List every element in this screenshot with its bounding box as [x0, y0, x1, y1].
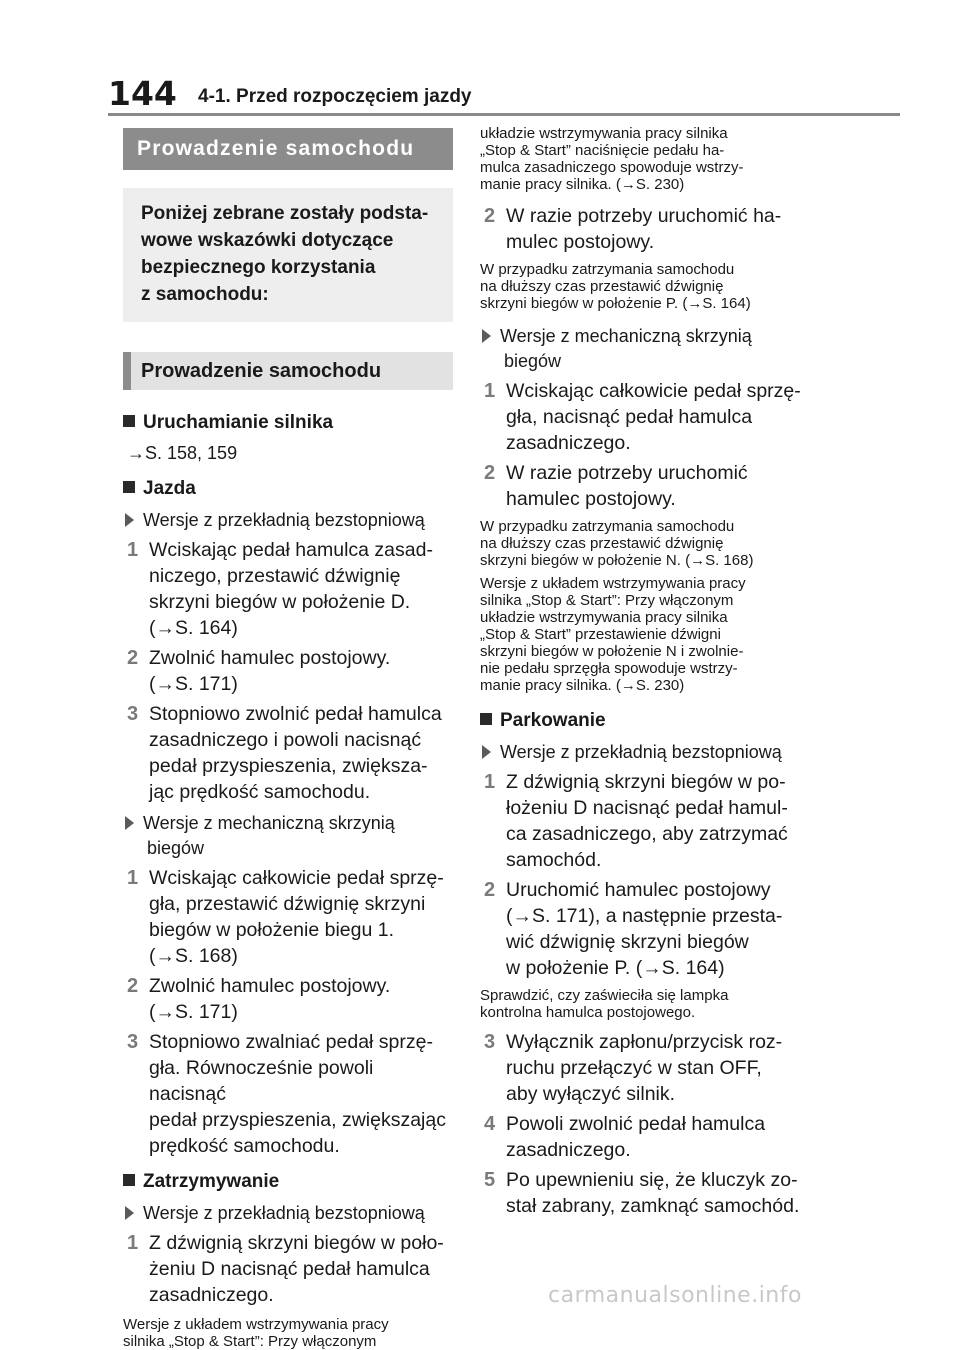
step-number: 3	[127, 1031, 139, 1053]
step-item: 2 W razie potrzeby uruchomić ha- mulec postojowy.	[484, 205, 782, 253]
section-banner: Prowadzenie samochodu	[123, 128, 453, 170]
chapter-title: 4-1. Przed rozpoczęciem jazdy	[198, 86, 472, 107]
step-text: Zwolnić hamulec postojowy. (→S. 171)	[149, 975, 391, 1023]
parking-steps	[480, 769, 810, 981]
step-number: 2	[127, 975, 139, 997]
intro-box: Poniżej zebrane zostały podsta- wowe wskazówki dotyczące bezpiecznego korzystania z samochodu:	[123, 188, 453, 322]
step-item	[480, 1111, 810, 1163]
step-text: W razie potrzeby uruchomić hamulec postojowy.	[506, 462, 748, 510]
subheading: Prowadzenie samochodu	[123, 352, 453, 390]
step-text: Uruchomić hamulec postojowy (→S. 171), a następnie przesta- wić dźwignię skrzyni biegów w położenie P. (→S. 164)	[506, 879, 783, 979]
step-number: 1	[484, 771, 496, 793]
driving-mt-steps	[123, 865, 453, 1159]
step-number: 1	[127, 539, 139, 561]
square-bullet-icon	[123, 481, 135, 493]
step-item: 1 Z dźwignią skrzyni biegów w poło- żeniu D nacisnąć pedał hamulca zasadniczego.	[127, 1232, 444, 1306]
step-text: Wyłącznik zapłonu/przycisk roz- ruchu przełączyć w stan OFF, aby wyłączyć silnik.	[506, 1031, 783, 1105]
section-title-stopping: Zatrzymywanie	[123, 1169, 453, 1195]
step-number: 3	[127, 703, 139, 725]
step-item	[480, 378, 810, 456]
step-item	[123, 1029, 453, 1159]
triangle-bullet-icon	[125, 816, 134, 830]
variant-label-cvt: Wersje z przekładnią bezstopniową	[123, 508, 453, 533]
square-bullet-icon	[480, 713, 492, 725]
section-title-driving: Jazda	[123, 476, 453, 502]
step-number: 2	[484, 879, 496, 901]
triangle-bullet-icon	[125, 513, 134, 527]
step-number: 2	[127, 647, 139, 669]
section-title-parking: Parkowanie	[480, 708, 810, 734]
triangle-bullet-icon	[482, 745, 491, 759]
step-text: Stopniowo zwalniać pedał sprzę- gła. Równocześnie powoli nacisnąć pedał przyspieszenia, zwiększając prędkość samochodu.	[149, 1031, 446, 1157]
note-text: W przypadku zatrzymania samochodu na dłuższy czas przestawić dźwignię skrzyni biegów w położenie N. (→S. 168)	[480, 518, 754, 569]
step-text: Zwolnić hamulec postojowy. (→S. 171)	[149, 647, 391, 695]
variant-label-cvt: Wersje z przekładnią bezstopniową	[480, 740, 810, 765]
step-item	[480, 460, 810, 512]
step-text: Po upewnieniu się, że kluczyk zo- stał zabrany, zamknąć samochód.	[506, 1169, 800, 1217]
parking-steps-b	[480, 1029, 810, 1219]
note-text: Sprawdzić, czy zaświeciła się lampka kontrolna hamulca postojowego.	[480, 987, 729, 1021]
step-text: Wciskając całkowicie pedał sprzę- gła, przestawić dźwignię skrzyni biegów w położenie biegu 1. (→S. 168)	[149, 867, 444, 967]
step-number: 3	[484, 1031, 496, 1053]
note-text: układzie wstrzymywania pracy silnika „Stop & Start” naciśnięcie pedału ha- mulca zasadniczego spowoduje wstrzy- manie pracy silnika. (→S. 230)	[480, 125, 744, 193]
page-header	[108, 74, 900, 114]
triangle-bullet-icon	[482, 329, 491, 343]
note-text: W przypadku zatrzymania samochodu na dłuższy czas przestawić dźwignię skrzyni biegów w położenie P. (→S. 164)	[480, 261, 751, 312]
square-bullet-icon	[123, 1174, 135, 1186]
step-text: Wciskając pedał hamulca zasad- niczego, przestawić dźwignię skrzyni biegów w położenie D. (→S. 164)	[149, 539, 433, 639]
stopping-mt-steps	[480, 378, 810, 512]
variant-label-cvt: Wersje z przekładnią bezstopniową	[123, 1201, 453, 1226]
step-item	[123, 973, 453, 1025]
step-number: 2	[484, 205, 496, 227]
step-text: Z dźwignią skrzyni biegów w po- łożeniu D nacisnąć pedał hamul- ca zasadniczego, aby zatrzymać samochód.	[506, 771, 788, 871]
watermark: carmanualsonline.info	[548, 1283, 802, 1308]
step-text: Powoli zwolnić pedał hamulca zasadniczego.	[506, 1113, 766, 1161]
step-item	[480, 769, 810, 873]
driving-cvt-steps	[123, 537, 453, 805]
step-item	[123, 537, 453, 641]
triangle-bullet-icon	[125, 1206, 134, 1220]
step-item	[480, 1167, 810, 1219]
header-rule	[108, 113, 900, 116]
step-text: Stopniowo zwolnić pedał hamulca zasadniczego i powoli nacisnąć pedał przyspieszenia, zwiększa- jąc prędkość samochodu.	[149, 703, 442, 803]
step-item	[123, 645, 453, 697]
step-number: 4	[484, 1113, 496, 1135]
step-number: 1	[127, 1232, 139, 1254]
section-title-starting: Uruchamianie silnika	[123, 410, 453, 436]
note-text: Wersje z układem wstrzymywania pracy silnika „Stop & Start”: Przy włączonym układzie wstrzymywania pracy silnika „Stop & Start” przestawienie dźwigni skrzyni biegów w położenie N i zwolnie- nie pedału sprzęgła spowoduje wstrzy- manie pracy silnika. (→S. 230)	[480, 575, 746, 694]
step-item	[123, 865, 453, 969]
note-text: Wersje z układem wstrzymywania pracy silnika „Stop & Start”: Przy włączonym	[123, 1316, 389, 1350]
left-column	[123, 128, 453, 1350]
variant-label-mt: Wersje z mechaniczną skrzynią biegów	[480, 324, 810, 374]
step-item	[480, 1029, 810, 1107]
page-reference: →S. 158, 159	[127, 443, 238, 463]
right-column	[480, 125, 810, 1219]
step-number: 5	[484, 1169, 496, 1191]
variant-label-mt: Wersje z mechaniczną skrzynią biegów	[123, 811, 453, 861]
page-number: 144	[108, 74, 177, 113]
step-number: 2	[484, 462, 496, 484]
step-text: Wciskając całkowicie pedał sprzę- gła, nacisnąć pedał hamulca zasadniczego.	[506, 380, 801, 454]
square-bullet-icon	[123, 415, 135, 427]
step-item	[123, 701, 453, 805]
step-number: 1	[127, 867, 139, 889]
step-number: 1	[484, 380, 496, 402]
step-item	[480, 877, 810, 981]
